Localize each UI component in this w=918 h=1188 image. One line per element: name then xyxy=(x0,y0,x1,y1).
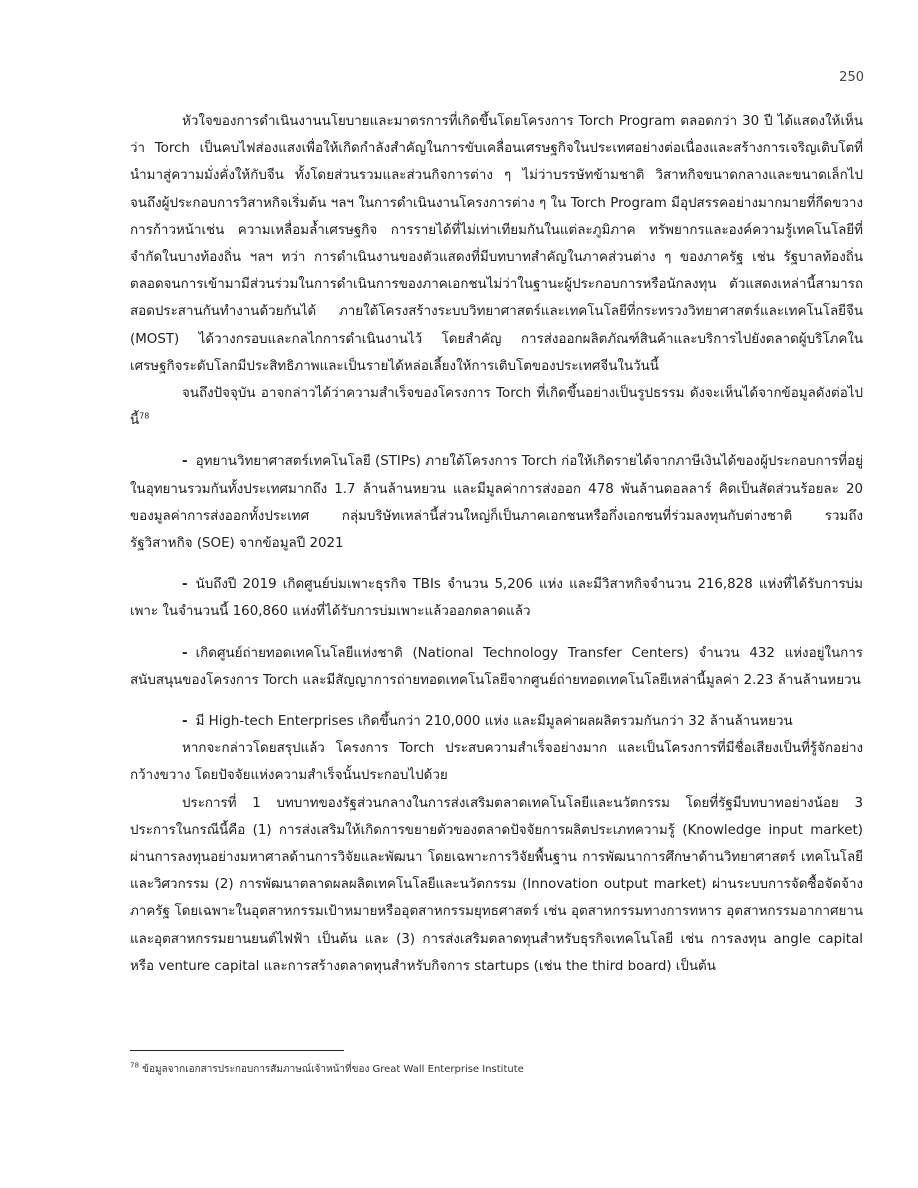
footnote-text: ข้อมูลจากเอกสารประกอบการสัมภาษณ์เจ้าหน้าที่ของ Great Wall Enterprise Institute xyxy=(142,1064,524,1075)
paragraph-achievements-text: จนถึงปัจจุบัน อาจกล่าวได้ว่าความสำเร็จของโครงการ Torch ที่เกิดขึ้นอย่างเป็นรูปธรรม ดังจะเห็นได้จากข้อมูลดังต่อไปนี้ xyxy=(130,386,863,429)
bullet-item-tbis xyxy=(130,571,863,625)
paragraph-summary: หากจะกล่าวโดยสรุปแล้ว โครงการ Torch ประสบความสำเร็จอย่างมาก และเป็นโครงการที่มีชื่อเสียงเป็นที่รู้จักอย่างกว้างขวาง โดยปัจจัยแห่งความสำเร็จนั้นประกอบไปด้วย xyxy=(130,741,863,784)
footnote-reference: 78 xyxy=(139,411,150,421)
paragraph-factor-1: ประการที่ 1 บทบาทของรัฐส่วนกลางในการส่งเสริมตลาดเทคโนโลยีและนวัตกรรม โดยที่รัฐมีบทบาทอย่างน้อย 3 ประการในกรณีนี้คือ (1) การส่งเสริมให้เกิดการขยายตัวของตลาดปัจจัยการผลิตประเภทความรู้ (Knowledge input market) ผ่านการลงทุนอย่างมหาศาลด้านการวิจัยและพัฒนา โดยเฉพาะการวิจัยพื้นฐาน การพัฒนาการศึกษาด้านวิทยาศาสตร์ เทคโนโลยี และวิศวกรรม (2) การพัฒนาตลาดผลผลิตเทคโนโลยีและนวัตกรรม (Innovation output market) ผ่านระบบการจัดซื้อจัดจ้างภาครัฐ โดยเฉพาะในอุตสาหกรรมเป้าหมายหรืออุตสาหกรรมยุทธศาสตร์ เช่น อุตสาหกรรมทางการทหาร อุตสาหกรรมอากาศยาน และอุตสาหกรรมยานยนต์ไฟฟ้า เป็นต้น และ (3) การส่งเสริมตลาดทุนสำหรับธุรกิจเทคโนโลยี เช่น การลงทุน angle capital หรือ venture capital และการสร้างตลาดทุนสำหรับกิจการ startups (เช่น the third board) เป็นต้น xyxy=(130,795,863,974)
bullet-text: นับถึงปี 2019 เกิดศูนย์บ่มเพาะธุรกิจ TBIs จำนวน 5,206 แห่ง และมีวิสาหกิจจำนวน 216,828 แห่งที่ได้รับการบ่มเพาะ ในจำนวนนี้ 160,860 แห่งที่ได้รับการบ่มเพาะแล้วออกตลาดแล้ว xyxy=(130,577,863,620)
paragraph-achievements xyxy=(130,380,863,434)
footnote-divider xyxy=(130,1050,344,1051)
bullet-item-high-tech xyxy=(130,708,863,735)
paragraph-intro: หัวใจของการดำเนินงานนโยบายและมาตรการที่เกิดขึ้นโดยโครงการ Torch Program ตลอดกว่า 30 ปี ได้แสดงให้เห็นว่า Torch เป็นคบไฟส่องแสงเพื่อให้เกิดกำลังสำคัญในการขับเคลื่อนเศรษฐกิจในประเทศอย่างต่อเนื่องและสร้างการเจริญเติบโตที่นำมาสู่ความมั่งคั่งให้กับจีน ทั้งโดยส่วนรวมและส่วนกิจการต่าง ๆ ไม่ว่าบรรษัทข้ามชาติ วิสาหกิจขนาดกลางและขนาดเล็กไปจนถึงผู้ประกอบการวิสาหกิจเริ่มต้น ฯลฯ ในการดำเนินงานโครงการต่าง ๆ ใน Torch Program มีอุปสรรคอย่างมากมายที่กีดขวางการก้าวหน้าเช่น ความเหลื่อมล้ำเศรษฐกิจ การรายได้ที่ไม่เท่าเทียมกันในแต่ละภูมิภาค ทรัพยากรและองค์ความรู้เทคโนโลยีที่จำกัดในบางท้องถิ่น ฯลฯ ทว่า การดำเนินงานของตัวแสดงที่มีบทบาทสำคัญในภาคส่วนต่าง ๆ ของภาครัฐ เช่น รัฐบาลท้องถิ่น ตลอดจนการเข้ามามีส่วนร่วมในการดำเนินการของภาคเอกชนไม่ว่าในฐานะผู้ประกอบการหรือนักลงทุน ตัวแสดงเหล่านี้สามารถสอดประสานกันทำงานด้วยกันได้ ภายใต้โครงสร้างระบบวิทยาศาสตร์และเทคโนโลยีที่กระทรวงวิทยาศาสตร์และเทคโนโลยีจีน (MOST) ได้วางกรอบและกลไกการดำเนินงานไว้ โดยสำคัญ การส่งออกผลิตภัณฑ์สินค้าและบริการไปยังตลาดผู้บริโภคในเศรษฐกิจระดับโลกมีประสิทธิภาพและเป็นรายได้หล่อเลี้ยงให้การเติบโตของประเทศจีนในวันนี้ xyxy=(130,114,863,374)
bullet-marker: - xyxy=(182,645,188,661)
bullet-text: อุทยานวิทยาศาสตร์เทคโนโลยี (STIPs) ภายใต้โครงการ Torch ก่อให้เกิดรายได้จากภาษีเงินได้ของผู้ประกอบการที่อยู่ในอุทยานรวมกันทั้งประเทศมากถึง 1.7 ล้านล้านหยวน และมีมูลค่าการส่งออก 478 พันล้านดอลลาร์ คิดเป็นสัดส่วนร้อยละ 20 ของมูลค่าการส่งออกทั้งประเทศ กลุ่มบริษัทเหล่านี้ส่วนใหญ่ก็เป็นภาคเอกชนหรือกึ่งเอกชนที่ร่วมลงทุนกับต่างชาติ รวมถึงรัฐวิสาหกิจ (SOE) จากข้อมูลปี 2021 xyxy=(130,454,863,552)
bullet-item-transfer-centers xyxy=(130,640,863,694)
bullet-text: เกิดศูนย์ถ่ายทอดเทคโนโลยีแห่งชาติ (National Technology Transfer Centers) จำนวน 432 แห่งอยู่ในการสนับสนุนของโครงการ Torch และมีสัญญาการถ่ายทอดเทคโนโลยีจากศูนย์ถ่ายทอดเทคโนโลยีเหล่านี้มูลค่า 2.23 ล้านล้านหยวน xyxy=(130,645,863,688)
bullet-marker: - xyxy=(182,577,188,593)
bullet-marker: - xyxy=(182,454,188,470)
body-text xyxy=(130,108,863,980)
bullet-text: มี High-tech Enterprises เกิดขึ้นกว่า 210,000 แห่ง และมีมูลค่าผลผลิตรวมกันกว่า 32 ล้านล้านหยวน xyxy=(195,714,793,730)
page-number: 250 xyxy=(839,70,864,85)
footnote-number: 78 xyxy=(130,1061,139,1070)
bullet-item-stips xyxy=(130,448,863,557)
bullet-marker: - xyxy=(182,714,188,730)
footnote xyxy=(130,1062,524,1077)
